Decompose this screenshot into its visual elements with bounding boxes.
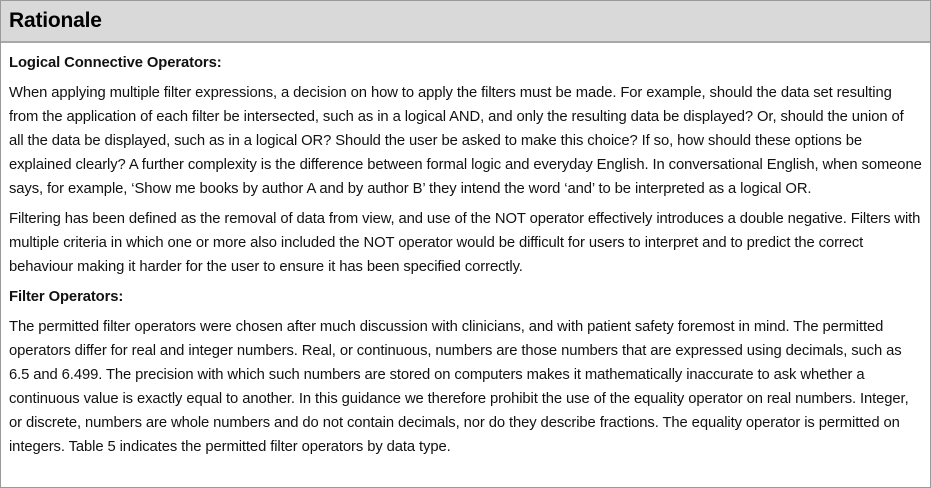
- section-heading-logical-connective: Logical Connective Operators:: [9, 55, 222, 71]
- paragraph-logical-connective-2: Filtering has been defined as the removal of data from view, and use of the NOT operator effectively introduces a double negative. Filters with multiple criteria in which one or more also included the NOT operator would be difficult for users to interpret and to predict the correct behaviour making it harder for the user to ensure it has been specified correctly.: [9, 211, 921, 275]
- section-heading-filter-operators: Filter Operators:: [9, 289, 124, 305]
- panel-header: [1, 1, 930, 43]
- panel-body: [1, 43, 930, 459]
- paragraph-logical-connective-1: When applying multiple filter expressions, a decision on how to apply the filters must be made. For example, should the data set resulting from the application of each filter be intersected, such as in a logical AND, and only the resulting data be displayed? Or, should the union of all the data be displayed, such as in a logical OR? Should the user be asked to make this choice? If so, how should these options be explained clearly? A further complexity is the difference between formal logic and everyday English. In conversational English, when someone says, for example, ‘Show me books by author A and by author B’ they intend the word ‘and’ to be interpreted as a logical OR.: [9, 85, 922, 197]
- panel-title: Rationale: [9, 9, 102, 32]
- paragraph-filter-operators-1: The permitted filter operators were chosen after much discussion with clinicians, and with patient safety foremost in mind. The permitted operators differ for real and integer numbers. Real, or continuous, numbers are those numbers that are expressed using decimals, such as 6.5 and 6.499. The precision with which such numbers are stored on computers makes it mathematically inaccurate to ask whether a continuous value is exactly equal to another. In this guidance we therefore prohibit the use of the equality operator on real numbers. Integer, or discrete, numbers are whole numbers and do not contain decimals, nor do they describe fractions. The equality operator is permitted on integers. Table 5 indicates the permitted filter operators by data type.: [9, 319, 909, 455]
